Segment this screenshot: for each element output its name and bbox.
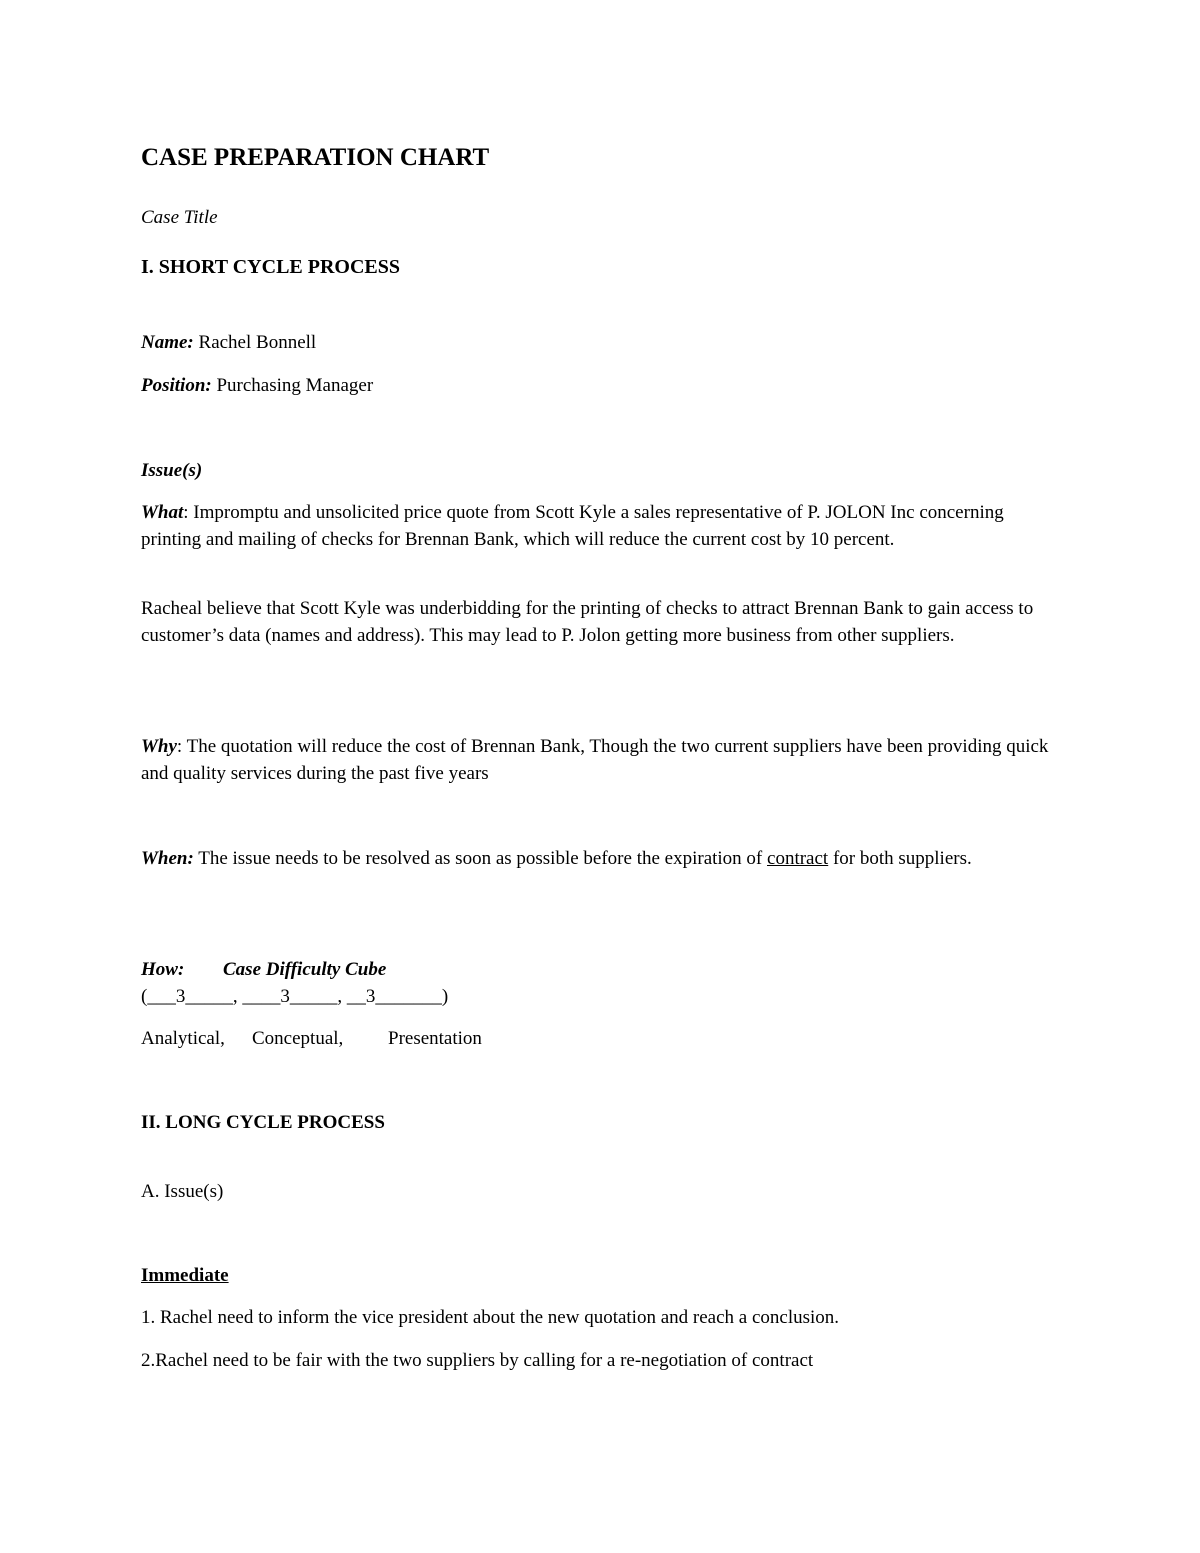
position-value: Purchasing Manager	[216, 375, 374, 396]
cube-label: Case Difficulty Cube	[223, 959, 387, 980]
document-title: CASE PREPARATION CHART	[141, 144, 490, 171]
position-label: Position:	[141, 375, 212, 396]
position-line	[141, 372, 1059, 399]
racheal-paragraph: Racheal believe that Scott Kyle was underbidding for the printing of checks to attract Brennan Bank to gain access to customer’s data (names and address). This may lead to P. Jolon getting more business from other suppliers.	[141, 598, 1034, 646]
how-line	[141, 956, 1059, 983]
cube-values: (___3_____, ____3_____, __3_______)	[141, 986, 449, 1007]
why-text: The quotation will reduce the cost of Brennan Bank, Though the two current suppliers have been providing quick and quality services during the past five years	[141, 736, 1049, 784]
why-label: Why	[141, 736, 177, 757]
when-label: When:	[141, 848, 194, 869]
cube-conceptual: Conceptual,	[252, 1028, 344, 1049]
what-text: Impromptu and unsolicited price quote from Scott Kyle a sales representative of P. JOLON Inc concerning printing and mailing of checks for Brennan Bank, which will reduce the current cost by 10 percent.	[141, 502, 1004, 550]
what-paragraph	[141, 499, 1059, 553]
section-heading-long-cycle: II. LONG CYCLE PROCESS	[141, 1112, 385, 1133]
case-title-label: Case Title	[141, 207, 218, 228]
cube-dimensions	[141, 1025, 1059, 1052]
issues-label: Issue(s)	[141, 460, 203, 481]
what-label: What	[141, 502, 184, 523]
cube-analytical: Analytical,	[141, 1028, 225, 1049]
name-value: Rachel Bonnell	[198, 332, 317, 353]
when-paragraph	[141, 845, 1059, 872]
why-colon: :	[176, 736, 183, 757]
immediate-label: Immediate	[141, 1265, 229, 1286]
list-item-2: 2.Rachel need to be fair with the two suppliers by calling for a re-negotiation of contract	[141, 1350, 814, 1371]
how-label: How:	[141, 959, 185, 980]
name-line	[141, 329, 1059, 356]
contract-link: contract	[767, 848, 829, 869]
when-text-after: for both suppliers.	[832, 848, 972, 869]
a-issues-label: A. Issue(s)	[141, 1181, 224, 1202]
what-colon: :	[183, 502, 189, 523]
cube-presentation: Presentation	[388, 1028, 482, 1049]
section-heading-short-cycle: I. SHORT CYCLE PROCESS	[141, 256, 400, 278]
when-text-before: The issue needs to be resolved as soon as possible before the expiration of	[198, 848, 763, 869]
name-label: Name:	[141, 332, 194, 353]
why-paragraph	[141, 733, 1059, 787]
list-item-1: 1. Rachel need to inform the vice president about the new quotation and reach a conclusion.	[141, 1307, 840, 1328]
